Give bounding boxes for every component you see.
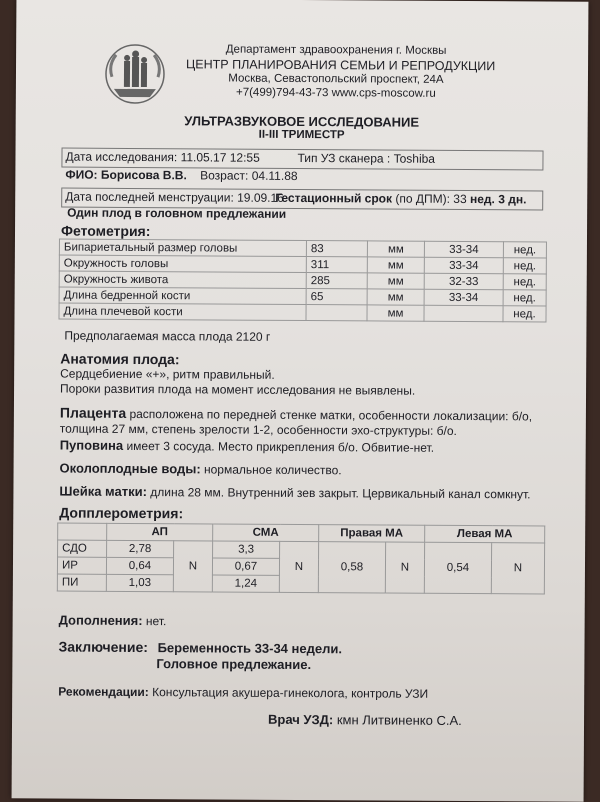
placenta-heading: Плацента — [59, 404, 127, 421]
measure-value: 285 — [306, 273, 367, 289]
lmp-line — [65, 190, 284, 205]
doppler-table — [57, 523, 545, 595]
measure-value: 311 — [306, 257, 367, 273]
cord-text: имеет 3 сосуда. Место прикрепления б/о. Обвитие-нет. — [123, 438, 435, 455]
measure-unit: мм — [367, 273, 424, 289]
col-cma: СМА — [213, 524, 319, 542]
fetometry-heading: Фетометрия: — [60, 222, 151, 240]
center-address: Москва, Севастопольский проспект, 24А — [228, 72, 444, 86]
gest-weeks-value: 33 — [453, 191, 467, 207]
scanner-type — [297, 151, 435, 166]
cma-value: 1,24 — [212, 575, 279, 592]
right-ma-n: N — [385, 542, 424, 593]
measure-weeks: 33-34 — [424, 257, 503, 273]
measure-unit: мм — [367, 289, 424, 305]
additions-label: Дополнения: — [58, 612, 143, 629]
gest-label: Гестационный срок — [275, 190, 393, 206]
clinic-logo — [104, 43, 166, 105]
row-label: ПИ — [57, 574, 106, 591]
cord-heading: Пуповина — [59, 437, 124, 453]
patient-name: Борисова В.В. — [100, 167, 187, 183]
measure-weeks: 32-33 — [424, 273, 503, 289]
fluid-text: нормальное количество. — [200, 462, 342, 478]
age-label: Возраст: — [200, 168, 249, 183]
cervix-heading: Шейка матки: — [59, 483, 147, 500]
measure-name: Бипариетальный размер головы — [59, 239, 306, 257]
report-subtitle: II-III ТРИМЕСТР — [258, 128, 345, 142]
measure-weeks-label: нед. — [503, 258, 546, 274]
cma-n: N — [279, 541, 318, 592]
exam-date — [65, 150, 259, 165]
scanner-value: Toshiba — [393, 151, 436, 166]
dept-name: Департамент здравоохранения г. Москвы — [225, 43, 447, 57]
anatomy-defects: Пороки развития плода на момент исследования не выявлены. — [60, 381, 416, 398]
exam-date-label: Дата исследования: — [65, 149, 178, 165]
measure-weeks: 33-34 — [424, 289, 503, 305]
center-name: ЦЕНТР ПЛАНИРОВАНИЯ СЕМЬИ И РЕПРОДУКЦИИ — [186, 57, 496, 74]
measure-weeks-label: нед. — [503, 274, 546, 290]
additions-value: нет. — [142, 614, 167, 629]
center-contacts: +7(499)794-43-73 www.cps-moscow.ru — [235, 86, 436, 100]
scanner-label: Тип УЗ сканера : — [297, 150, 391, 166]
estimated-mass: Предполагаемая масса плода 2120 г — [64, 328, 271, 344]
cord-line — [60, 438, 434, 455]
age-value: 04.11.88 — [251, 168, 298, 183]
measure-unit: мм — [367, 241, 424, 257]
fluid-heading: Околоплодные воды: — [59, 460, 201, 477]
fetus-position: Один плод в головном предлежании — [67, 205, 287, 221]
conclusion-text-2: Головное предлежание. — [156, 656, 312, 673]
report-title: УЛЬТРАЗВУКОВОЕ ИССЛЕДОВАНИЕ — [184, 113, 420, 130]
patient-line — [65, 168, 297, 183]
placenta-line — [60, 405, 532, 424]
anatomy-heading: Анатомия плода: — [60, 350, 180, 368]
table-row — [59, 303, 546, 322]
recommend-line — [58, 685, 428, 701]
exam-date-value: 11.05.17 12:55 — [180, 150, 260, 165]
ap-n: N — [173, 541, 212, 592]
col-left-ma: Левая МА — [425, 525, 545, 543]
measure-value — [306, 305, 367, 321]
measure-name: Длина плечевой кости — [59, 303, 306, 321]
measure-weeks — [424, 305, 503, 321]
measure-weeks-label: нед. — [503, 306, 546, 322]
ap-value: 2,78 — [107, 540, 174, 557]
measure-name: Длина бедренной кости — [59, 287, 306, 305]
conclusion-line — [58, 639, 342, 657]
measure-unit: мм — [367, 305, 424, 321]
fluid-line — [60, 461, 342, 478]
measure-unit: мм — [367, 257, 424, 273]
measure-weeks: 33-34 — [424, 241, 503, 257]
left-ma-n: N — [491, 543, 544, 594]
measure-name: Окружность головы — [59, 255, 306, 273]
lmp-value: 19.09.16 — [237, 190, 284, 205]
name-label: ФИО: — [65, 167, 98, 182]
gest-method: (по ДПМ): — [395, 191, 451, 206]
ap-value: 0,64 — [106, 557, 173, 574]
cervix-text: длина 28 мм. Внутренний зев закрыт. Цервикальный канал сомкнут. — [146, 485, 531, 502]
gest-days-label: дн. — [508, 192, 527, 207]
measure-weeks-label: нед. — [503, 242, 546, 258]
col-right-ma: Правая МА — [319, 525, 425, 543]
cervix-line — [59, 484, 530, 502]
right-ma-value: 0,58 — [318, 542, 385, 593]
ap-value: 1,03 — [106, 574, 173, 591]
row-label: ИР — [57, 557, 106, 574]
gest-days-value: 3 — [498, 192, 505, 207]
recommend-value: Консультация акушера-гинеколога, контроль УЗИ — [148, 685, 429, 701]
doppler-heading: Допплерометрия: — [59, 504, 184, 522]
conclusion-text-1: Беременность 33-34 недели. — [157, 640, 343, 657]
cma-value: 3,3 — [213, 541, 280, 558]
row-label: СДО — [58, 540, 107, 557]
recommend-label: Рекомендации: — [58, 684, 149, 700]
doctor-label: Врач УЗД: — [268, 711, 334, 728]
placenta-location: расположена по передней стенке матки, особенности локализации: б/о, — [126, 406, 533, 424]
cma-value: 0,67 — [212, 558, 279, 575]
conclusion-label: Заключение: — [58, 638, 149, 656]
lmp-label: Дата последней менструации: — [65, 189, 234, 205]
gest-weeks-label: нед. — [469, 192, 495, 207]
col-ap: АП — [107, 523, 213, 541]
measure-value: 65 — [306, 289, 367, 305]
measure-value: 83 — [306, 241, 367, 257]
additions-line — [59, 613, 167, 629]
measure-weeks-label: нед. — [503, 290, 546, 306]
doctor-name: кмн Литвиненко С.А. — [333, 712, 462, 728]
left-ma-value: 0,54 — [424, 542, 491, 593]
measure-name: Окружность живота — [59, 271, 306, 289]
placenta-details: толщина 27 мм, степень зрелости 1-2, особенности эхо-структуры: б/о. — [59, 421, 457, 438]
doctor-line — [268, 712, 462, 728]
report-sheet — [12, 0, 589, 802]
anatomy-heartbeat: Сердцебиение «+», ритм правильный. — [60, 366, 275, 382]
fetometry-table — [58, 239, 546, 323]
gestational-age — [275, 191, 526, 207]
